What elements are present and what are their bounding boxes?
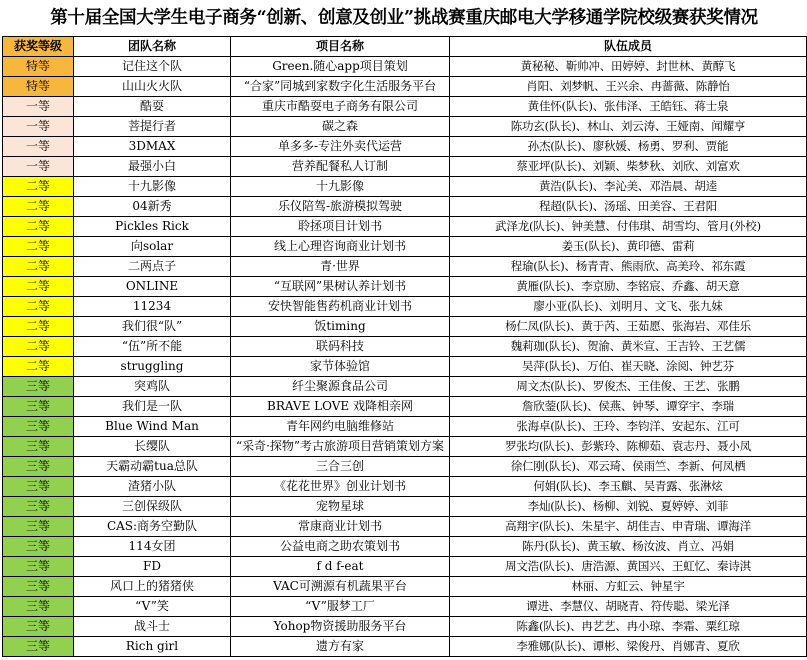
project-name-cell: 家节体验馆 — [231, 357, 450, 377]
table-row — [3, 537, 807, 557]
project-name-cell: “互联网”果树认养计划书 — [231, 277, 450, 297]
table-row — [3, 137, 807, 157]
members-cell: 谭进、李慧仪、胡晓青、符传聪、梁光泽 — [450, 597, 807, 617]
award-level-cell: 三等 — [3, 477, 74, 497]
team-name-cell: 我们是一队 — [74, 397, 231, 417]
table-row — [3, 477, 807, 497]
table-row — [3, 97, 807, 117]
members-cell: 詹欣蓥(队长)、侯燕、钟琴、谭穿宇、李瑞 — [450, 397, 807, 417]
table-row — [3, 217, 807, 237]
table-row — [3, 617, 807, 637]
table-row — [3, 317, 807, 337]
table-row — [3, 337, 807, 357]
team-name-cell: 向solar — [74, 237, 231, 257]
award-level-cell: 二等 — [3, 177, 74, 197]
project-name-cell: “采奇·探物”考古旅游项目营销策划方案 — [231, 437, 450, 457]
table-row — [3, 597, 807, 617]
members-cell: 陈鑫(队长)、冉艺艺、冉小琼、李霜、粟红琼 — [450, 617, 807, 637]
award-level-cell: 三等 — [3, 597, 74, 617]
team-name-cell: “V”笑 — [74, 597, 231, 617]
award-level-cell: 二等 — [3, 317, 74, 337]
members-cell: 程瑜(队长)、杨青青、熊雨欣、高美玲、祁东霞 — [450, 257, 807, 277]
award-level-cell: 三等 — [3, 557, 74, 577]
award-level-cell: 特等 — [3, 57, 74, 77]
members-cell: 黄浩(队长)、李沁美、邓浩晨、胡逵 — [450, 177, 807, 197]
members-cell: 周文浩(队长)、唐浩源、黄国兴、王虹忆、秦诗淇 — [450, 557, 807, 577]
project-name-cell: BRAVE LOVE 戏降相亲网 — [231, 397, 450, 417]
team-name-cell: 3DMAX — [74, 137, 231, 157]
team-name-cell: 风口上的猪猪侠 — [74, 577, 231, 597]
award-level-cell: 二等 — [3, 297, 74, 317]
table-row — [3, 417, 807, 437]
award-level-cell: 三等 — [3, 417, 74, 437]
table-body — [3, 57, 807, 657]
award-level-cell: 一等 — [3, 137, 74, 157]
project-name-cell: 乐仪陪驾-旅游模拟驾驶 — [231, 197, 450, 217]
table-row — [3, 517, 807, 537]
team-name-cell: “伍”所不能 — [74, 337, 231, 357]
team-name-cell: 我们很“队” — [74, 317, 231, 337]
members-cell: 吴萍(队长)、万伯、崔天晓、涂阅、钟艺芬 — [450, 357, 807, 377]
award-level-cell: 特等 — [3, 77, 74, 97]
members-cell: 黄雁(队长)、李京励、李铭宸、乔鑫、胡天意 — [450, 277, 807, 297]
team-name-cell: Rich girl — [74, 637, 231, 657]
team-name-cell: 菩提行者 — [74, 117, 231, 137]
project-name-cell: 宠物星球 — [231, 497, 450, 517]
project-name-cell: 重庆市酷耍电子商务有限公司 — [231, 97, 450, 117]
table-row — [3, 117, 807, 137]
award-level-cell: 二等 — [3, 357, 74, 377]
members-cell: 陈丹(队长)、黄玉敏、杨汝波、肖立、冯娟 — [450, 537, 807, 557]
award-level-cell: 二等 — [3, 237, 74, 257]
team-name-cell: 04新秀 — [74, 197, 231, 217]
team-name-cell: 天霸动霸tua总队 — [74, 457, 231, 477]
team-name-cell: 114女团 — [74, 537, 231, 557]
table-row — [3, 257, 807, 277]
table-row — [3, 577, 807, 597]
award-level-cell: 二等 — [3, 197, 74, 217]
project-name-cell: 青·世界 — [231, 257, 450, 277]
project-name-cell: “合家”同城到家数字化生活服务平台 — [231, 77, 450, 97]
team-name-cell: 长缨队 — [74, 437, 231, 457]
award-level-cell: 一等 — [3, 117, 74, 137]
project-name-cell: 常康商业计划书 — [231, 517, 450, 537]
team-name-cell: 记住这个队 — [74, 57, 231, 77]
project-name-cell: 碳之森 — [231, 117, 450, 137]
table-row — [3, 237, 807, 257]
project-name-cell: 《花花世界》创业计划书 — [231, 477, 450, 497]
team-name-cell: 山山火火队 — [74, 77, 231, 97]
table-row — [3, 297, 807, 317]
team-name-cell: 战斗士 — [74, 617, 231, 637]
team-name-cell: Pickles Rick — [74, 217, 231, 237]
members-cell: 何娟(队长)、李玉麒、吴青露、张淋炫 — [450, 477, 807, 497]
project-name-cell: VAC可溯源有机蔬果平台 — [231, 577, 450, 597]
members-cell: 姜玉(队长)、黄印德、雷莉 — [450, 237, 807, 257]
members-cell: 陈功玄(队长)、林山、刘云涛、王娅南、闻耀亨 — [450, 117, 807, 137]
award-level-cell: 三等 — [3, 377, 74, 397]
team-name-cell: 渣猪小队 — [74, 477, 231, 497]
table-row — [3, 377, 807, 397]
members-cell: 李雅娜(队长)、谭彬、梁俊丹、肖娜青、夏欣 — [450, 637, 807, 657]
header-row — [3, 37, 807, 57]
award-level-cell: 二等 — [3, 257, 74, 277]
team-name-cell: 酷耍 — [74, 97, 231, 117]
team-name-cell: 二两点子 — [74, 257, 231, 277]
award-level-cell: 三等 — [3, 517, 74, 537]
team-name-cell: FD — [74, 557, 231, 577]
project-name-cell: 营养配餐私人订制 — [231, 157, 450, 177]
members-cell: 林丽、方虹云、钟星宇 — [450, 577, 807, 597]
header-project: 项目名称 — [231, 37, 450, 57]
table-row — [3, 57, 807, 77]
members-cell: 罗张均(队长)、彭紫玲、陈柳茹、袁志丹、聂小凤 — [450, 437, 807, 457]
project-name-cell: 安快智能售药机商业计划书 — [231, 297, 450, 317]
award-level-cell: 二等 — [3, 277, 74, 297]
project-name-cell: 遗方有家 — [231, 637, 450, 657]
team-name-cell: 十九影像 — [74, 177, 231, 197]
members-cell: 程超(队长)、汤瑶、田美容、王君阳 — [450, 197, 807, 217]
award-level-cell: 三等 — [3, 577, 74, 597]
team-name-cell: CAS:商务空勤队 — [74, 517, 231, 537]
table-row — [3, 197, 807, 217]
project-name-cell: f d f-eat — [231, 557, 450, 577]
team-name-cell: ONLINE — [74, 277, 231, 297]
award-level-cell: 三等 — [3, 397, 74, 417]
header-members: 队伍成员 — [450, 37, 807, 57]
table-row — [3, 157, 807, 177]
members-cell: 孙杰(队长)、廖秋媛、杨勇、罗利、贾能 — [450, 137, 807, 157]
award-level-cell: 三等 — [3, 537, 74, 557]
award-level-cell: 三等 — [3, 617, 74, 637]
project-name-cell: 聆拯项目计划书 — [231, 217, 450, 237]
project-name-cell: 十九影像 — [231, 177, 450, 197]
members-cell: 周文杰(队长)、罗俊杰、王佳俊、王艺、张鹏 — [450, 377, 807, 397]
team-name-cell: 三创保级队 — [74, 497, 231, 517]
project-name-cell: Yohop物资援助服务平台 — [231, 617, 450, 637]
header-team: 团队名称 — [74, 37, 231, 57]
table-row — [3, 397, 807, 417]
project-name-cell: 三合三创 — [231, 457, 450, 477]
award-level-cell: 一等 — [3, 97, 74, 117]
members-cell: 蔡亚坪(队长)、刘颖、柴梦秋、刘欣、刘富欢 — [450, 157, 807, 177]
table-row — [3, 557, 807, 577]
project-name-cell: 线上心理咨询商业计划书 — [231, 237, 450, 257]
sheet-title: 第十届全国大学生电子商务“创新、创意及创业”挑战赛重庆邮电大学移通学院校级赛获奖情况 — [50, 8, 758, 28]
table-row — [3, 357, 807, 377]
table-row — [3, 277, 807, 297]
project-name-cell: 纤尘聚源食品公司 — [231, 377, 450, 397]
award-level-cell: 二等 — [3, 217, 74, 237]
table-row — [3, 497, 807, 517]
project-name-cell: 青年网约电脑维修站 — [231, 417, 450, 437]
members-cell: 杨仁凤(队长)、黄于芮、王茹愿、张海岩、邓佳乐 — [450, 317, 807, 337]
project-name-cell: Green.随心app项目策划 — [231, 57, 450, 77]
members-cell: 魏莉珈(队长)、贺渝、黄米宣、王吉铃、王艺儒 — [450, 337, 807, 357]
members-cell: 黄佳怀(队长)、张伟泽、王皓钰、蒋士泉 — [450, 97, 807, 117]
project-name-cell: 公益电商之助农策划书 — [231, 537, 450, 557]
members-cell: 廖小亚(队长)、刘明月、文飞、张九妹 — [450, 297, 807, 317]
table-row — [3, 77, 807, 97]
header-level: 获奖等级 — [3, 37, 74, 57]
award-level-cell: 三等 — [3, 437, 74, 457]
project-name-cell: “V”服梦工厂 — [231, 597, 450, 617]
table-row — [3, 457, 807, 477]
members-cell: 徐仁刚(队长)、邓云琦、侯雨竺、李新、何凤栖 — [450, 457, 807, 477]
table-row — [3, 177, 807, 197]
project-name-cell: 联码科技 — [231, 337, 450, 357]
team-name-cell: Blue Wind Man — [74, 417, 231, 437]
team-name-cell: 11234 — [74, 297, 231, 317]
table-row — [3, 637, 807, 657]
awards-table — [2, 36, 807, 657]
award-level-cell: 三等 — [3, 457, 74, 477]
team-name-cell: 突鸡队 — [74, 377, 231, 397]
award-level-cell: 二等 — [3, 337, 74, 357]
project-name-cell: 饭timing — [231, 317, 450, 337]
members-cell: 肖阳、刘梦帆、王兴余、冉蔷薇、陈静怡 — [450, 77, 807, 97]
team-name-cell: 最强小白 — [74, 157, 231, 177]
award-level-cell: 三等 — [3, 497, 74, 517]
project-name-cell: 单多多-专注外卖代运营 — [231, 137, 450, 157]
members-cell: 高翔宇(队长)、朱星宇、胡佳吉、申青瑞、谭海洋 — [450, 517, 807, 537]
members-cell: 李灿(队长)、杨柳、刘锐、夏婷婷、刘菲 — [450, 497, 807, 517]
members-cell: 张海卓(队长)、王玲、李钧洋、安起东、江可 — [450, 417, 807, 437]
team-name-cell: struggling — [74, 357, 231, 377]
members-cell: 黄秘秘、靳帅冲、田婷婷、封世林、黄醇飞 — [450, 57, 807, 77]
award-level-cell: 一等 — [3, 157, 74, 177]
members-cell: 武泽龙(队长)、钟美慧、付伟琪、胡雪均、管月(外校) — [450, 217, 807, 237]
table-row — [3, 437, 807, 457]
award-level-cell: 三等 — [3, 637, 74, 657]
